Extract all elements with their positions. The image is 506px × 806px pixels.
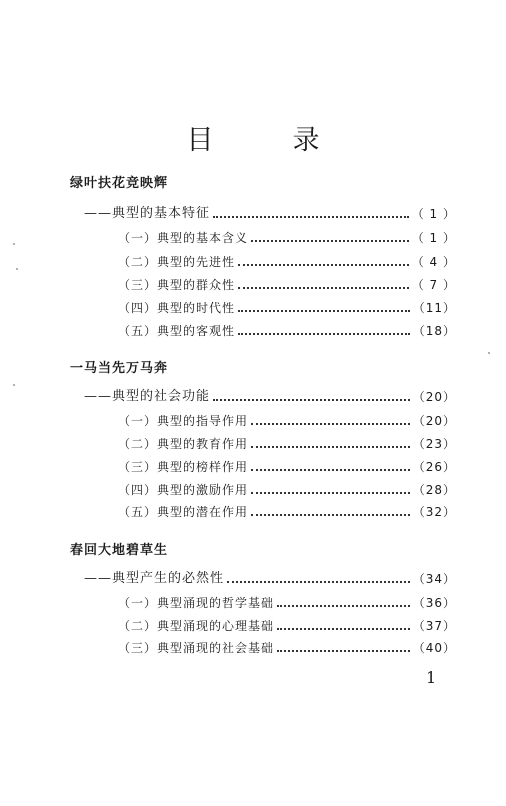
dot-leader	[251, 492, 410, 494]
scan-speck	[13, 243, 15, 245]
dot-leader	[277, 650, 410, 652]
toc-entry	[118, 639, 456, 657]
entry-page: （18）	[412, 324, 456, 338]
dot-leader	[238, 310, 410, 312]
entry-label: （三）典型的群众性	[118, 278, 236, 292]
entry-page: （32）	[412, 505, 456, 519]
dot-leader	[277, 628, 410, 630]
dot-leader	[213, 399, 410, 401]
toc-entry	[118, 299, 456, 317]
toc-entry	[84, 388, 456, 406]
toc-entry	[118, 412, 456, 430]
toc-entry	[118, 617, 456, 635]
toc-entry	[84, 205, 456, 223]
entry-label: （一）典型的指导作用	[118, 414, 249, 428]
entry-label: （三）典型涌现的社会基础	[118, 641, 275, 655]
entry-label: （一）典型的基本含义	[118, 231, 249, 245]
entry-page: （23）	[412, 437, 456, 451]
entry-page: （ 7 ）	[411, 278, 456, 292]
dot-leader	[238, 287, 409, 289]
dot-leader	[238, 264, 409, 266]
entry-page: （28）	[412, 483, 456, 497]
toc-entry	[118, 253, 456, 271]
toc-entry	[118, 276, 456, 294]
entry-page: （ 4 ）	[411, 255, 456, 269]
entry-label: ——典型产生的必然性	[84, 571, 225, 586]
dot-leader	[251, 240, 409, 242]
entry-label: （二）典型的先进性	[118, 255, 236, 269]
entry-page: （20）	[412, 390, 456, 404]
entry-page: （34）	[412, 572, 456, 586]
scan-speck	[16, 268, 18, 270]
dot-leader	[251, 469, 410, 471]
toc-entry	[118, 481, 456, 499]
entry-label: （五）典型的客观性	[118, 324, 236, 338]
toc-entry	[118, 322, 456, 340]
entry-label: （四）典型的激励作用	[118, 483, 249, 497]
entry-label: （二）典型的教育作用	[118, 437, 249, 451]
section-heading-1: 绿叶扶花竞映辉	[70, 176, 169, 191]
toc-entry	[118, 229, 456, 247]
dot-leader	[227, 581, 410, 583]
scan-speck	[488, 352, 490, 354]
entry-label: （五）典型的潜在作用	[118, 505, 249, 519]
entry-label: （三）典型的榜样作用	[118, 460, 249, 474]
entry-page: （ 1 ）	[411, 231, 456, 245]
entry-page: （40）	[412, 641, 456, 655]
toc-entry	[118, 503, 456, 521]
dot-leader	[251, 446, 410, 448]
section-heading-3: 春回大地碧草生	[70, 543, 169, 558]
entry-label: ——典型的社会功能	[84, 389, 211, 404]
entry-page: （26）	[412, 460, 456, 474]
page-title: 目 录	[186, 125, 346, 156]
dot-leader	[238, 333, 410, 335]
scan-speck	[13, 384, 15, 386]
entry-page: （11）	[412, 301, 456, 315]
entry-label: ——典型的基本特征	[84, 206, 211, 221]
entry-page: （20）	[412, 414, 456, 428]
toc-entry	[84, 570, 456, 588]
dot-leader	[251, 423, 410, 425]
entry-label: （四）典型的时代性	[118, 301, 236, 315]
entry-page: （ 1 ）	[411, 207, 456, 221]
section-heading-2: 一马当先万马奔	[70, 361, 169, 376]
toc-entry	[118, 435, 456, 453]
entry-page: （37）	[412, 619, 456, 633]
dot-leader	[277, 605, 410, 607]
dot-leader	[213, 216, 409, 218]
entry-label: （一）典型涌现的哲学基础	[118, 596, 275, 610]
entry-page: （36）	[412, 596, 456, 610]
toc-entry	[118, 458, 456, 476]
toc-entry	[118, 594, 456, 612]
page-number: 1	[426, 668, 437, 687]
dot-leader	[251, 514, 410, 516]
entry-label: （二）典型涌现的心理基础	[118, 619, 275, 633]
